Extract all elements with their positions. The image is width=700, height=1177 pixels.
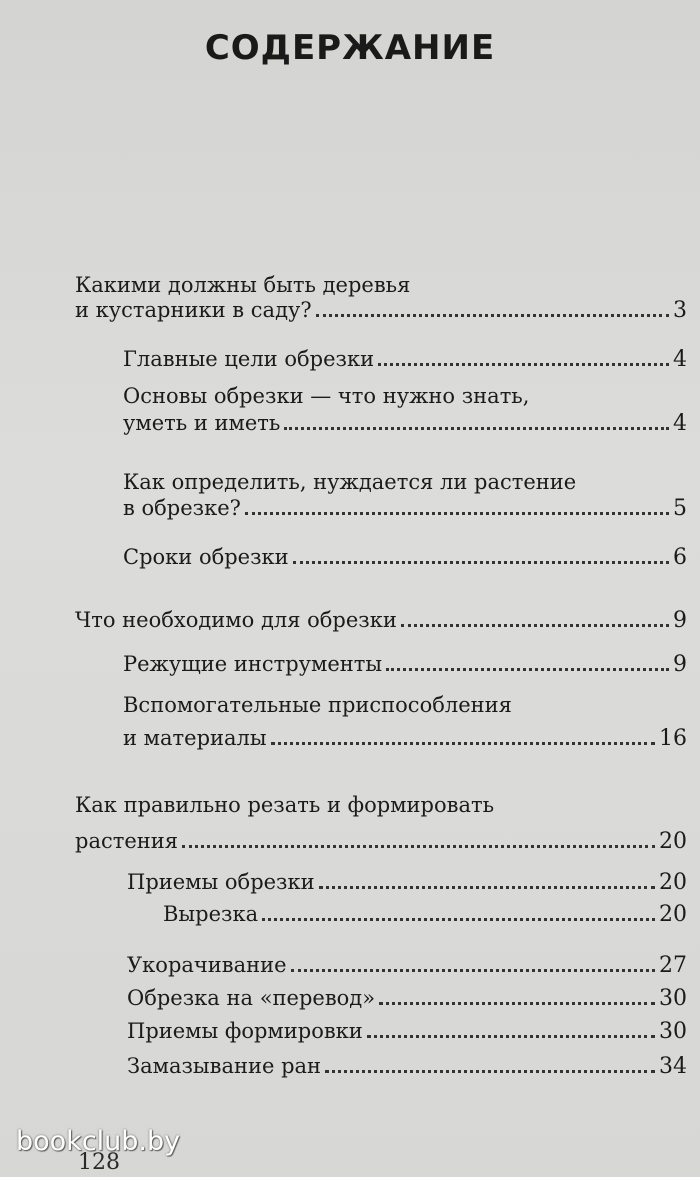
toc-entry-label: Приемы обрезки — [127, 870, 315, 894]
toc-entry — [123, 724, 687, 754]
toc-page-number: 16 — [659, 726, 687, 751]
toc-entry — [75, 296, 687, 326]
toc-entry-label: и материалы — [123, 726, 267, 750]
toc-entry-label: Укорачивание — [127, 953, 287, 977]
page-number: 128 — [78, 1150, 120, 1175]
dot-leader — [271, 724, 655, 745]
toc-entry — [127, 868, 687, 898]
dot-leader — [378, 345, 669, 366]
toc-entry-line1: Основы обрезки — что нужно знать, — [123, 384, 530, 408]
toc-page-number: 30 — [659, 1019, 687, 1044]
toc-page-number: 20 — [659, 870, 687, 895]
toc-entry — [123, 409, 687, 439]
toc-entry-label: уметь и иметь — [123, 411, 281, 435]
toc-entry-line1: Какими должны быть деревья — [75, 273, 411, 297]
toc-entry-label: растения — [75, 829, 179, 853]
toc-entry-label: Приемы формировки — [127, 1019, 363, 1043]
dot-leader — [316, 296, 669, 317]
toc-entry — [127, 951, 687, 981]
toc-entry — [123, 494, 687, 524]
toc-entry — [75, 606, 687, 636]
toc-entry-label: Обрезка на «перевод» — [127, 986, 376, 1010]
dot-leader — [325, 1052, 655, 1073]
toc-entry-label: и кустарники в саду? — [75, 298, 312, 322]
page-title: СОДЕРЖАНИЕ — [204, 28, 496, 68]
toc-page-number: 9 — [673, 652, 687, 677]
toc-page-number: 20 — [659, 829, 687, 854]
toc-entry — [127, 984, 687, 1014]
toc-page-number: 20 — [659, 902, 687, 927]
dot-leader — [245, 494, 669, 515]
toc-entry — [123, 543, 687, 573]
dot-leader — [386, 650, 669, 671]
toc-page-number: 30 — [659, 986, 687, 1011]
toc-entry — [75, 827, 687, 857]
toc-page-number: 34 — [659, 1054, 687, 1079]
dot-leader — [293, 543, 669, 564]
toc-entry-label: Замазывание ран — [127, 1054, 322, 1078]
toc-entry-line1: Как определить, нуждается ли растение — [123, 470, 577, 494]
toc-entry-label: Что необходимо для обрезки — [75, 608, 397, 632]
dot-leader — [379, 984, 655, 1005]
toc-entry — [123, 345, 687, 375]
dot-leader — [291, 951, 655, 972]
toc-entry — [127, 1052, 687, 1082]
toc-page-number: 3 — [673, 298, 687, 323]
toc-entry — [163, 900, 687, 930]
toc-page-number: 9 — [673, 608, 687, 633]
dot-leader — [182, 827, 655, 848]
toc-page-number: 4 — [673, 411, 687, 436]
toc-page-number: 27 — [659, 953, 687, 978]
dot-leader — [319, 868, 655, 889]
toc-entry-label: Главные цели обрезки — [123, 347, 375, 371]
toc-entry-line1: Вспомогательные приспособления — [123, 693, 512, 717]
toc-entry-label: в обрезке? — [123, 496, 241, 520]
toc-page-number: 4 — [673, 347, 687, 372]
toc-page-number: 5 — [673, 496, 687, 521]
dot-leader — [401, 606, 669, 627]
toc-entry-label: Режущие инструменты — [123, 652, 383, 676]
dot-leader — [262, 900, 655, 921]
toc-entry — [127, 1017, 687, 1047]
toc-entry — [123, 650, 687, 680]
toc-entry-label: Сроки обрезки — [123, 545, 289, 569]
toc-page-number: 6 — [673, 545, 687, 570]
watermark: bookclub.by — [16, 1126, 181, 1157]
toc-entry-line1: Как правильно резать и формировать — [75, 793, 495, 817]
dot-leader — [284, 409, 669, 430]
dot-leader — [367, 1017, 655, 1038]
toc-entry-label: Вырезка — [163, 902, 259, 926]
